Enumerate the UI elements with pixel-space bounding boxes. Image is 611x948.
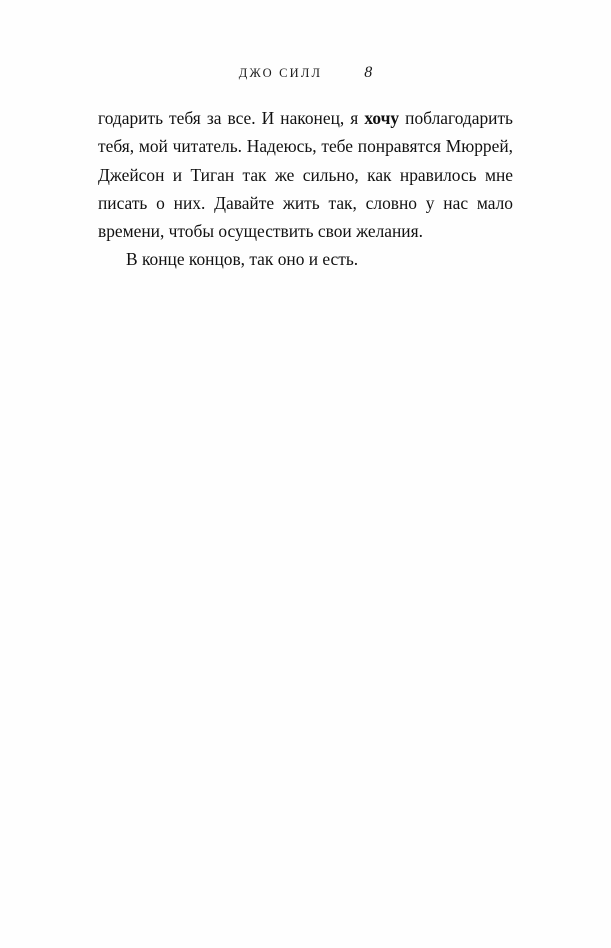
paragraph-closing [98, 245, 513, 273]
emphasis-text: хочу [364, 108, 400, 128]
text-run: В конце концов, так оно и есть. [126, 249, 359, 270]
page-number: 8 [364, 64, 373, 81]
body-text [98, 104, 513, 274]
paragraph-continued [98, 104, 513, 245]
running-head [0, 64, 611, 88]
text-run: годарить тебя за все. И наконец, я [98, 108, 365, 128]
running-head-author: ДЖО СИЛЛ [238, 66, 323, 80]
text-run: поблагодарить тебя, мой читатель. Надеюсь, тебе понравятся Мюррей, Джейсон и Тиган так же сильно, как нравилось мне писать о них. Давайте жить так, словно у нас мало времени, чтобы осуществить свои желания. [98, 108, 513, 242]
